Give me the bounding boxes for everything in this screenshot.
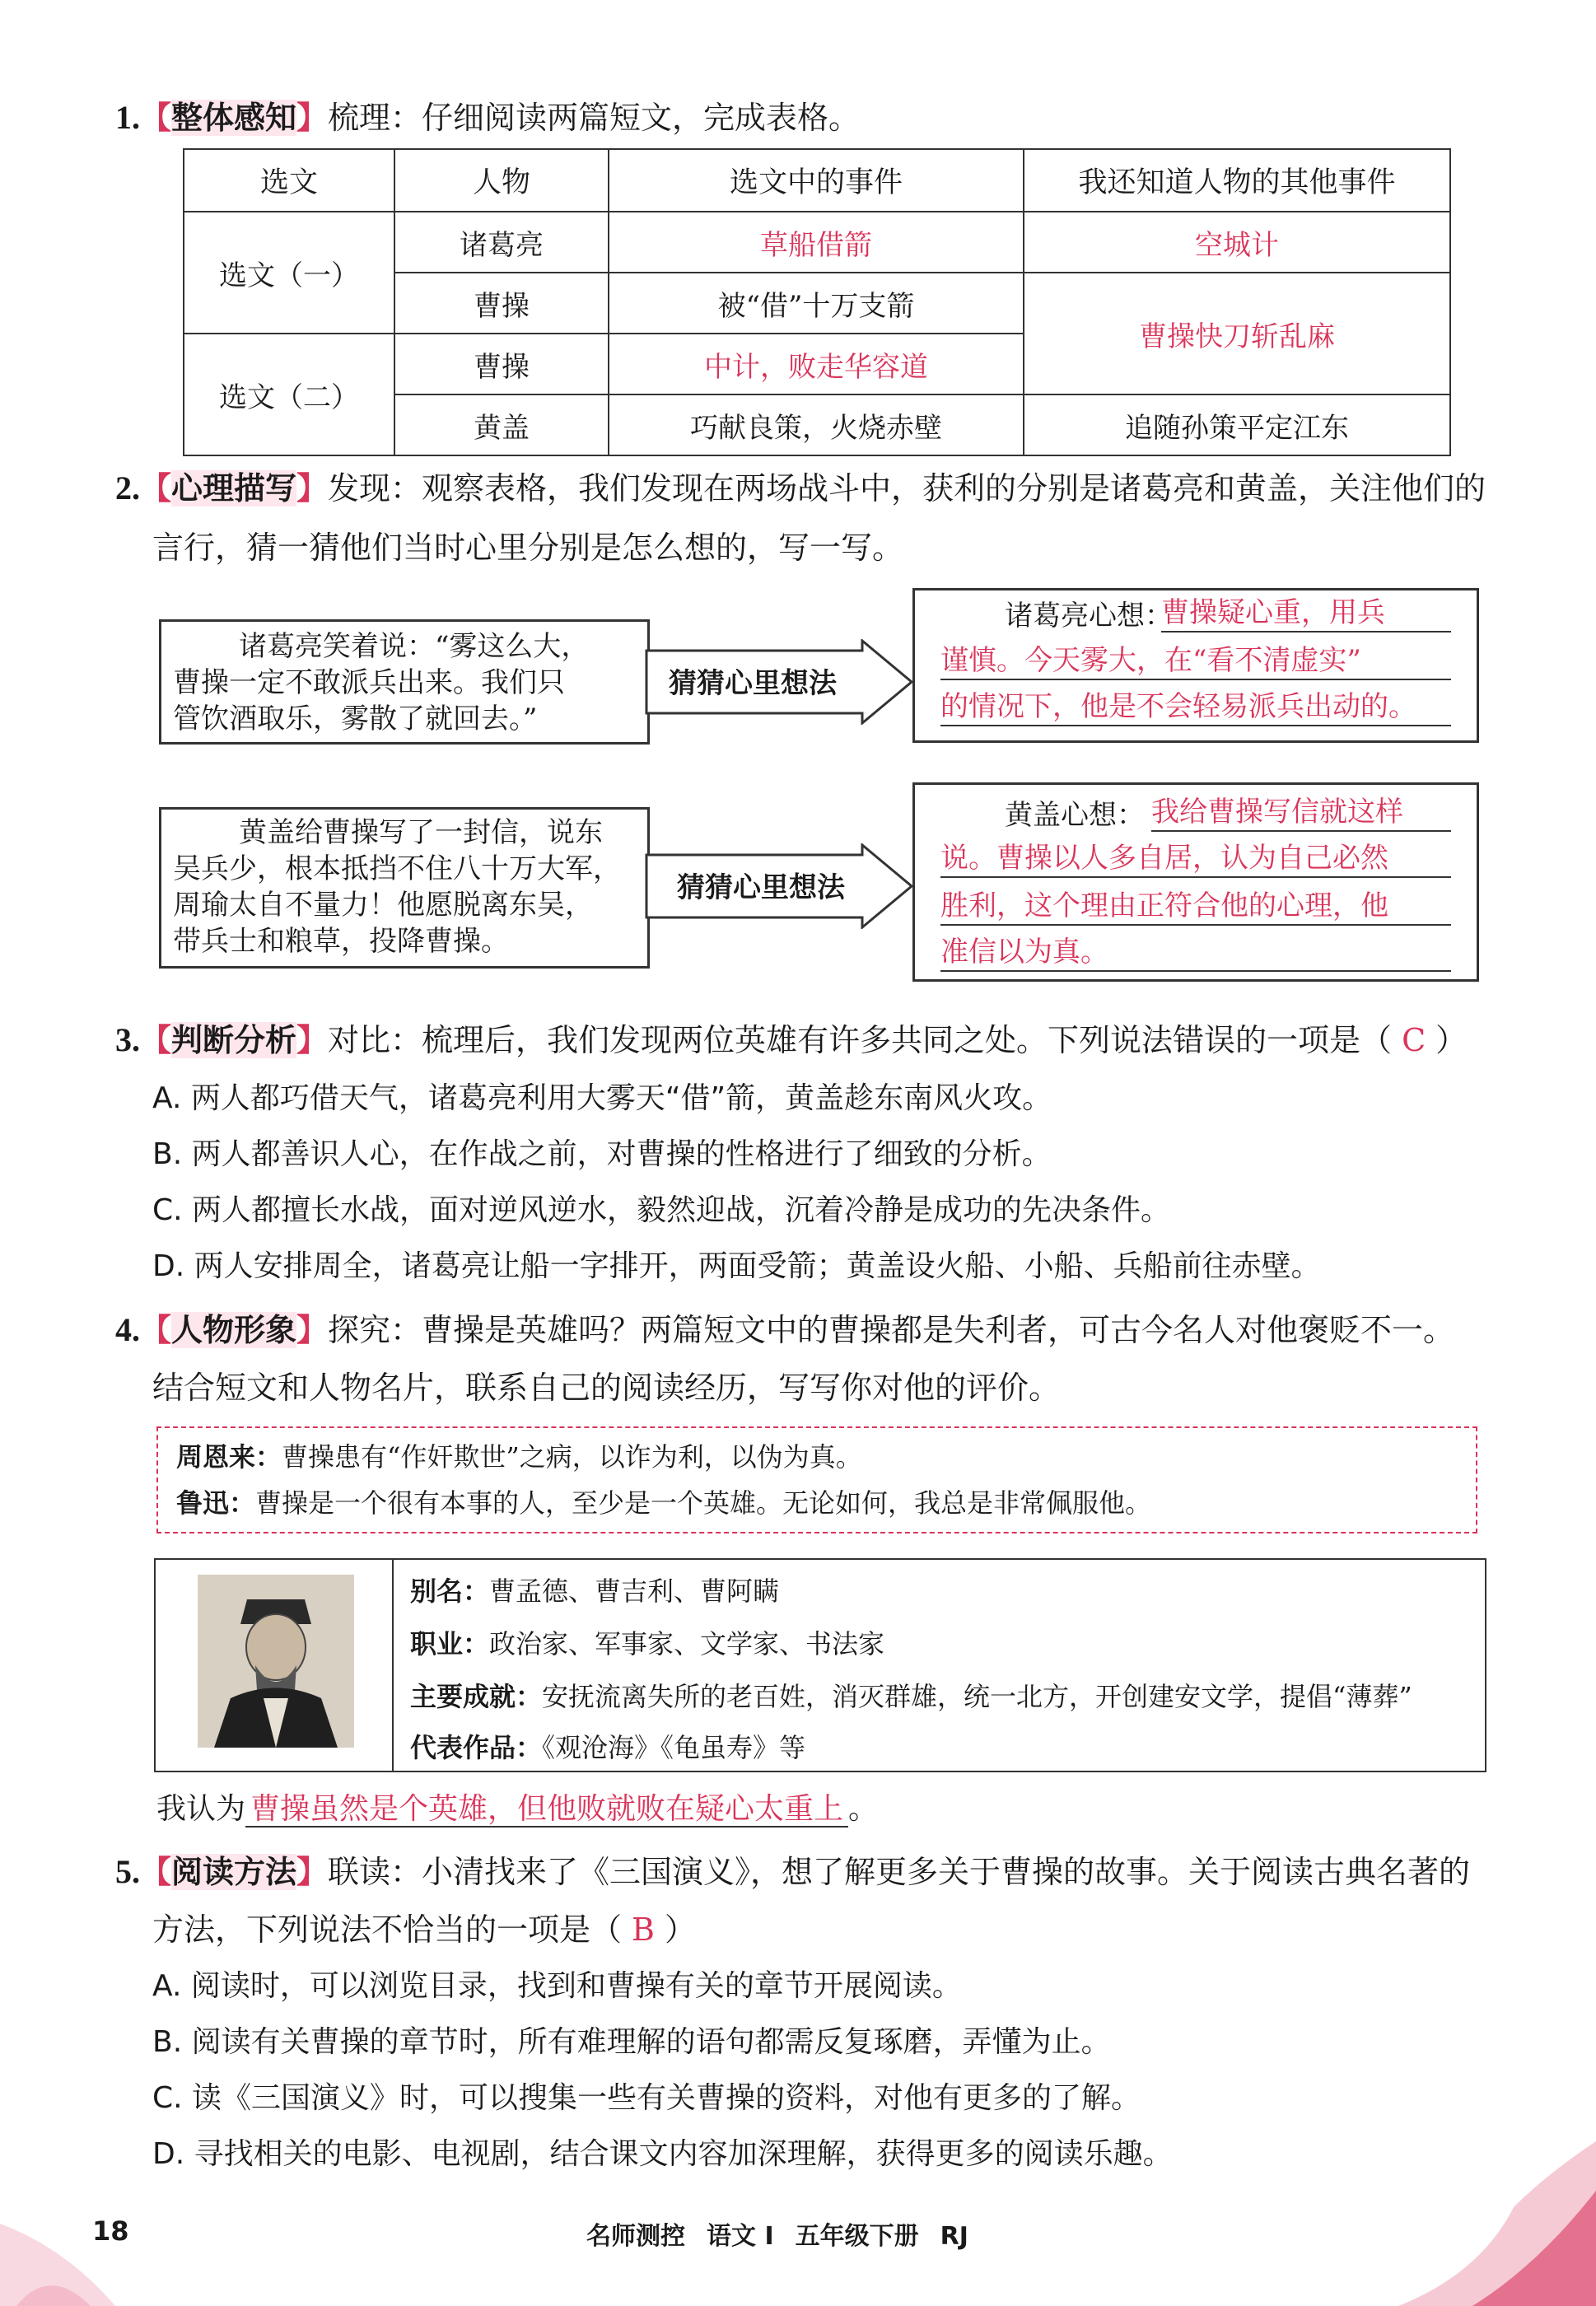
answer-line: 曹操疑心重，用兵 <box>1161 595 1451 633</box>
person-cell: 诸葛亮 <box>394 212 609 273</box>
quote-box-zhuge <box>159 619 650 745</box>
q2-stem: 2.【心理描写】发现：观察表格，我们发现在两场战斗中，获利的分别是诸葛亮和黄盖，关注他们的 <box>115 469 1486 506</box>
q4-end: 。 <box>848 1792 879 1826</box>
page-number: 18 <box>92 2215 129 2247</box>
quote-box-huanggai <box>159 807 650 969</box>
q3-text: 对比：梳理后，我们发现两位英雄有许多共同之处。下列说法错误的一项是（ <box>328 1022 1393 1058</box>
card-value: 安抚流离失所的老百姓，消灭群雄，统一北方，开创建安文学，提倡“薄葬” <box>542 1681 1412 1712</box>
card-key: 职业： <box>410 1628 490 1659</box>
box-line: 带兵士和粮草，投降曹操。 <box>173 925 509 958</box>
q1-text: 梳理：仔细阅读两篇短文，完成表格。 <box>328 100 861 136</box>
header-cell: 我还知道人物的其他事件 <box>1024 149 1450 212</box>
q3-number: 3. <box>115 1021 140 1058</box>
box-line: 黄盖给曹操写了一封信，说东 <box>239 816 603 849</box>
arrow-label: 猜猜心里想法 <box>677 871 845 904</box>
q4-prompt: 我认为 <box>156 1792 246 1826</box>
card-key: 主要成就： <box>410 1681 543 1712</box>
q4-line2: 结合短文和人物名片，联系自己的阅读经历，写写你对他的评价。 <box>152 1370 1061 1406</box>
box-line: 吴兵少，根本抵挡不住八十万大军， <box>173 852 621 885</box>
answer-line: 我给曹操写信就这样 <box>1151 794 1451 832</box>
box-line: 诸葛亮笑着说：“雾这么大， <box>239 630 590 663</box>
answer-line: 胜利，这个理由正符合他的心理，他 <box>940 888 1451 926</box>
option: D. 两人安排周全，诸葛亮让船一字排开，两面受箭；黄盖设火船、小船、兵船前往赤壁。 <box>152 1249 1321 1283</box>
option: A. 两人都巧借天气，诸葛亮利用大雾天“借”箭，黄盖趁东南风火攻。 <box>152 1081 1052 1115</box>
quote-author: 周恩来： <box>176 1441 282 1473</box>
q5-line2: 方法，下列说法不恰当的一项是（ <box>152 1912 623 1948</box>
quote-text: 曹操是一个很有本事的人，至少是一个英雄。无论如何，我总是非常佩服他。 <box>255 1487 1152 1519</box>
card-divider <box>392 1558 394 1771</box>
card-row <box>410 1730 805 1766</box>
q3-answer: C <box>1402 1022 1426 1058</box>
q3-tag: 判断分析 <box>171 1022 297 1058</box>
footer-text <box>586 2215 968 2252</box>
q4-answer-line <box>156 1789 878 1830</box>
q2-tag: 心理描写 <box>171 470 297 506</box>
q4-number: 4. <box>115 1311 140 1348</box>
card-key: 别名： <box>410 1575 490 1607</box>
other-cell: 追随孙策平定江东 <box>1024 394 1450 455</box>
header-cell: 选文中的事件 <box>609 149 1024 212</box>
card-key: 代表作品： <box>410 1732 543 1763</box>
group-cell: 选文（二） <box>184 334 394 455</box>
header-cell: 选文 <box>184 149 394 212</box>
person-cell: 黄盖 <box>394 394 609 455</box>
quote-line <box>176 1482 1151 1524</box>
answer-prompt: 诸葛亮心想： <box>1005 600 1173 633</box>
table-row <box>184 212 1450 273</box>
group-cell: 选文（一） <box>184 212 394 334</box>
card-value: 曹孟德、曹吉利、曹阿瞒 <box>489 1575 780 1607</box>
q2-number: 2. <box>115 469 140 506</box>
event-answer-cell: 中计，败走华容道 <box>609 334 1024 394</box>
answer-prompt: 黄盖心想： <box>1005 799 1145 832</box>
option: C. 读《三国演义》时，可以搜集一些有关曹操的资料，对他有更多的了解。 <box>152 2081 1141 2115</box>
answer-line: 谨慎。今天雾大，在“看不清虚实” <box>940 642 1451 680</box>
answer-line: 准信以为真。 <box>940 934 1451 972</box>
card-row <box>410 1573 779 1609</box>
event-cell: 被“借”十万支箭 <box>609 273 1024 334</box>
quote-text: 曹操患有“作奸欺世”之病，以诈为利，以伪为真。 <box>282 1441 862 1473</box>
q5-line1: 联读：小清找来了《三国演义》，想了解更多关于曹操的故事。关于阅读古典名著的 <box>328 1854 1471 1890</box>
option: A. 阅读时，可以浏览目录，找到和曹操有关的章节开展阅读。 <box>152 1969 962 2003</box>
q5-answer: B <box>632 1912 655 1948</box>
corner-decoration-right <box>1349 2141 1596 2306</box>
option: C. 两人都擅长水战，面对逆风逆水，毅然迎战，沉着冷静是成功的先决条件。 <box>152 1193 1171 1227</box>
footer-grade: 五年级下册 <box>795 2222 919 2251</box>
quotes-box <box>156 1426 1477 1533</box>
q4-stem: 4.【人物形象】探究：曹操是英雄吗？两篇短文中的曹操都是失利者，可古今名人对他褒贬不一。 <box>115 1311 1455 1348</box>
q1-table <box>183 148 1451 456</box>
q5-close: ） <box>664 1912 696 1948</box>
q3-stem: 3.【判断分析】对比：梳理后，我们发现两位英雄有许多共同之处。下列说法错误的一项是（ C ） <box>115 1021 1468 1058</box>
q5-line2-wrap <box>152 1909 696 1950</box>
footer-subject: 语文 I <box>707 2222 774 2251</box>
box-line: 周瑜太自不量力！他愿脱离东吴， <box>173 889 593 922</box>
q4-tag: 人物形象 <box>171 1312 297 1348</box>
q1-number: 1. <box>115 99 140 136</box>
option: D. 寻找相关的电影、电视剧，结合课文内容加深理解，获得更多的阅读乐趣。 <box>152 2137 1173 2171</box>
q3-close: ） <box>1435 1022 1468 1058</box>
q4-answer: 曹操虽然是个英雄，但他败就败在疑心太重上 <box>245 1792 848 1828</box>
box-line: 曹操一定不敢派兵出来。我们只 <box>173 666 565 699</box>
q5-stem: 5.【阅读方法】联读：小清找来了《三国演义》，想了解更多关于曹操的故事。关于阅读古典名著的 <box>115 1853 1471 1890</box>
q2-line2: 言行，猜一猜他们当时心里分别是怎么想的，写一写。 <box>152 530 904 566</box>
card-value: 政治家、军事家、文学家、书法家 <box>489 1628 885 1659</box>
answer-line: 的情况下，他是不会轻易派兵出动的。 <box>940 689 1451 726</box>
card-value: 《观沧海》《龟虽寿》等 <box>542 1732 806 1763</box>
person-cell: 曹操 <box>394 334 609 394</box>
footer-edition: RJ <box>940 2222 968 2251</box>
q2-line1: 发现：观察表格，我们发现在两场战斗中，获利的分别是诸葛亮和黄盖，关注他们的 <box>328 470 1486 506</box>
footer-book: 名师测控 <box>586 2222 685 2251</box>
q4-line1: 探究：曹操是英雄吗？两篇短文中的曹操都是失利者，可古今名人对他褒贬不一。 <box>328 1312 1455 1348</box>
quote-line <box>176 1436 862 1477</box>
card-row <box>410 1678 1412 1715</box>
table-header-row <box>184 149 1450 212</box>
event-cell: 巧献良策，火烧赤壁 <box>609 394 1024 455</box>
option: B. 两人都善识人心，在作战之前，对曹操的性格进行了细致的分析。 <box>152 1137 1052 1171</box>
arrow-label: 猜猜心里想法 <box>669 667 837 700</box>
person-cell: 曹操 <box>394 273 609 334</box>
header-cell: 人物 <box>394 149 609 212</box>
card-row <box>410 1626 884 1662</box>
quote-author: 鲁迅： <box>176 1487 256 1519</box>
q1-stem: 1.【整体感知】梳理：仔细阅读两篇短文，完成表格。 <box>115 99 861 136</box>
q1-tag: 整体感知 <box>171 100 297 136</box>
option: B. 阅读有关曹操的章节时，所有难理解的语句都需反复琢磨，弄懂为止。 <box>152 2025 1111 2059</box>
event-answer-cell: 草船借箭 <box>609 212 1024 273</box>
other-answer-cell: 空城计 <box>1024 212 1450 273</box>
box-line: 管饮酒取乐，雾散了就回去。” <box>173 703 538 735</box>
other-answer-cell: 曹操快刀斩乱麻 <box>1024 273 1450 394</box>
q5-tag: 阅读方法 <box>171 1854 297 1890</box>
cao-cao-portrait-icon <box>198 1575 354 1748</box>
answer-line: 说。曹操以人多自居，认为自己必然 <box>940 840 1451 878</box>
q5-number: 5. <box>115 1853 140 1890</box>
